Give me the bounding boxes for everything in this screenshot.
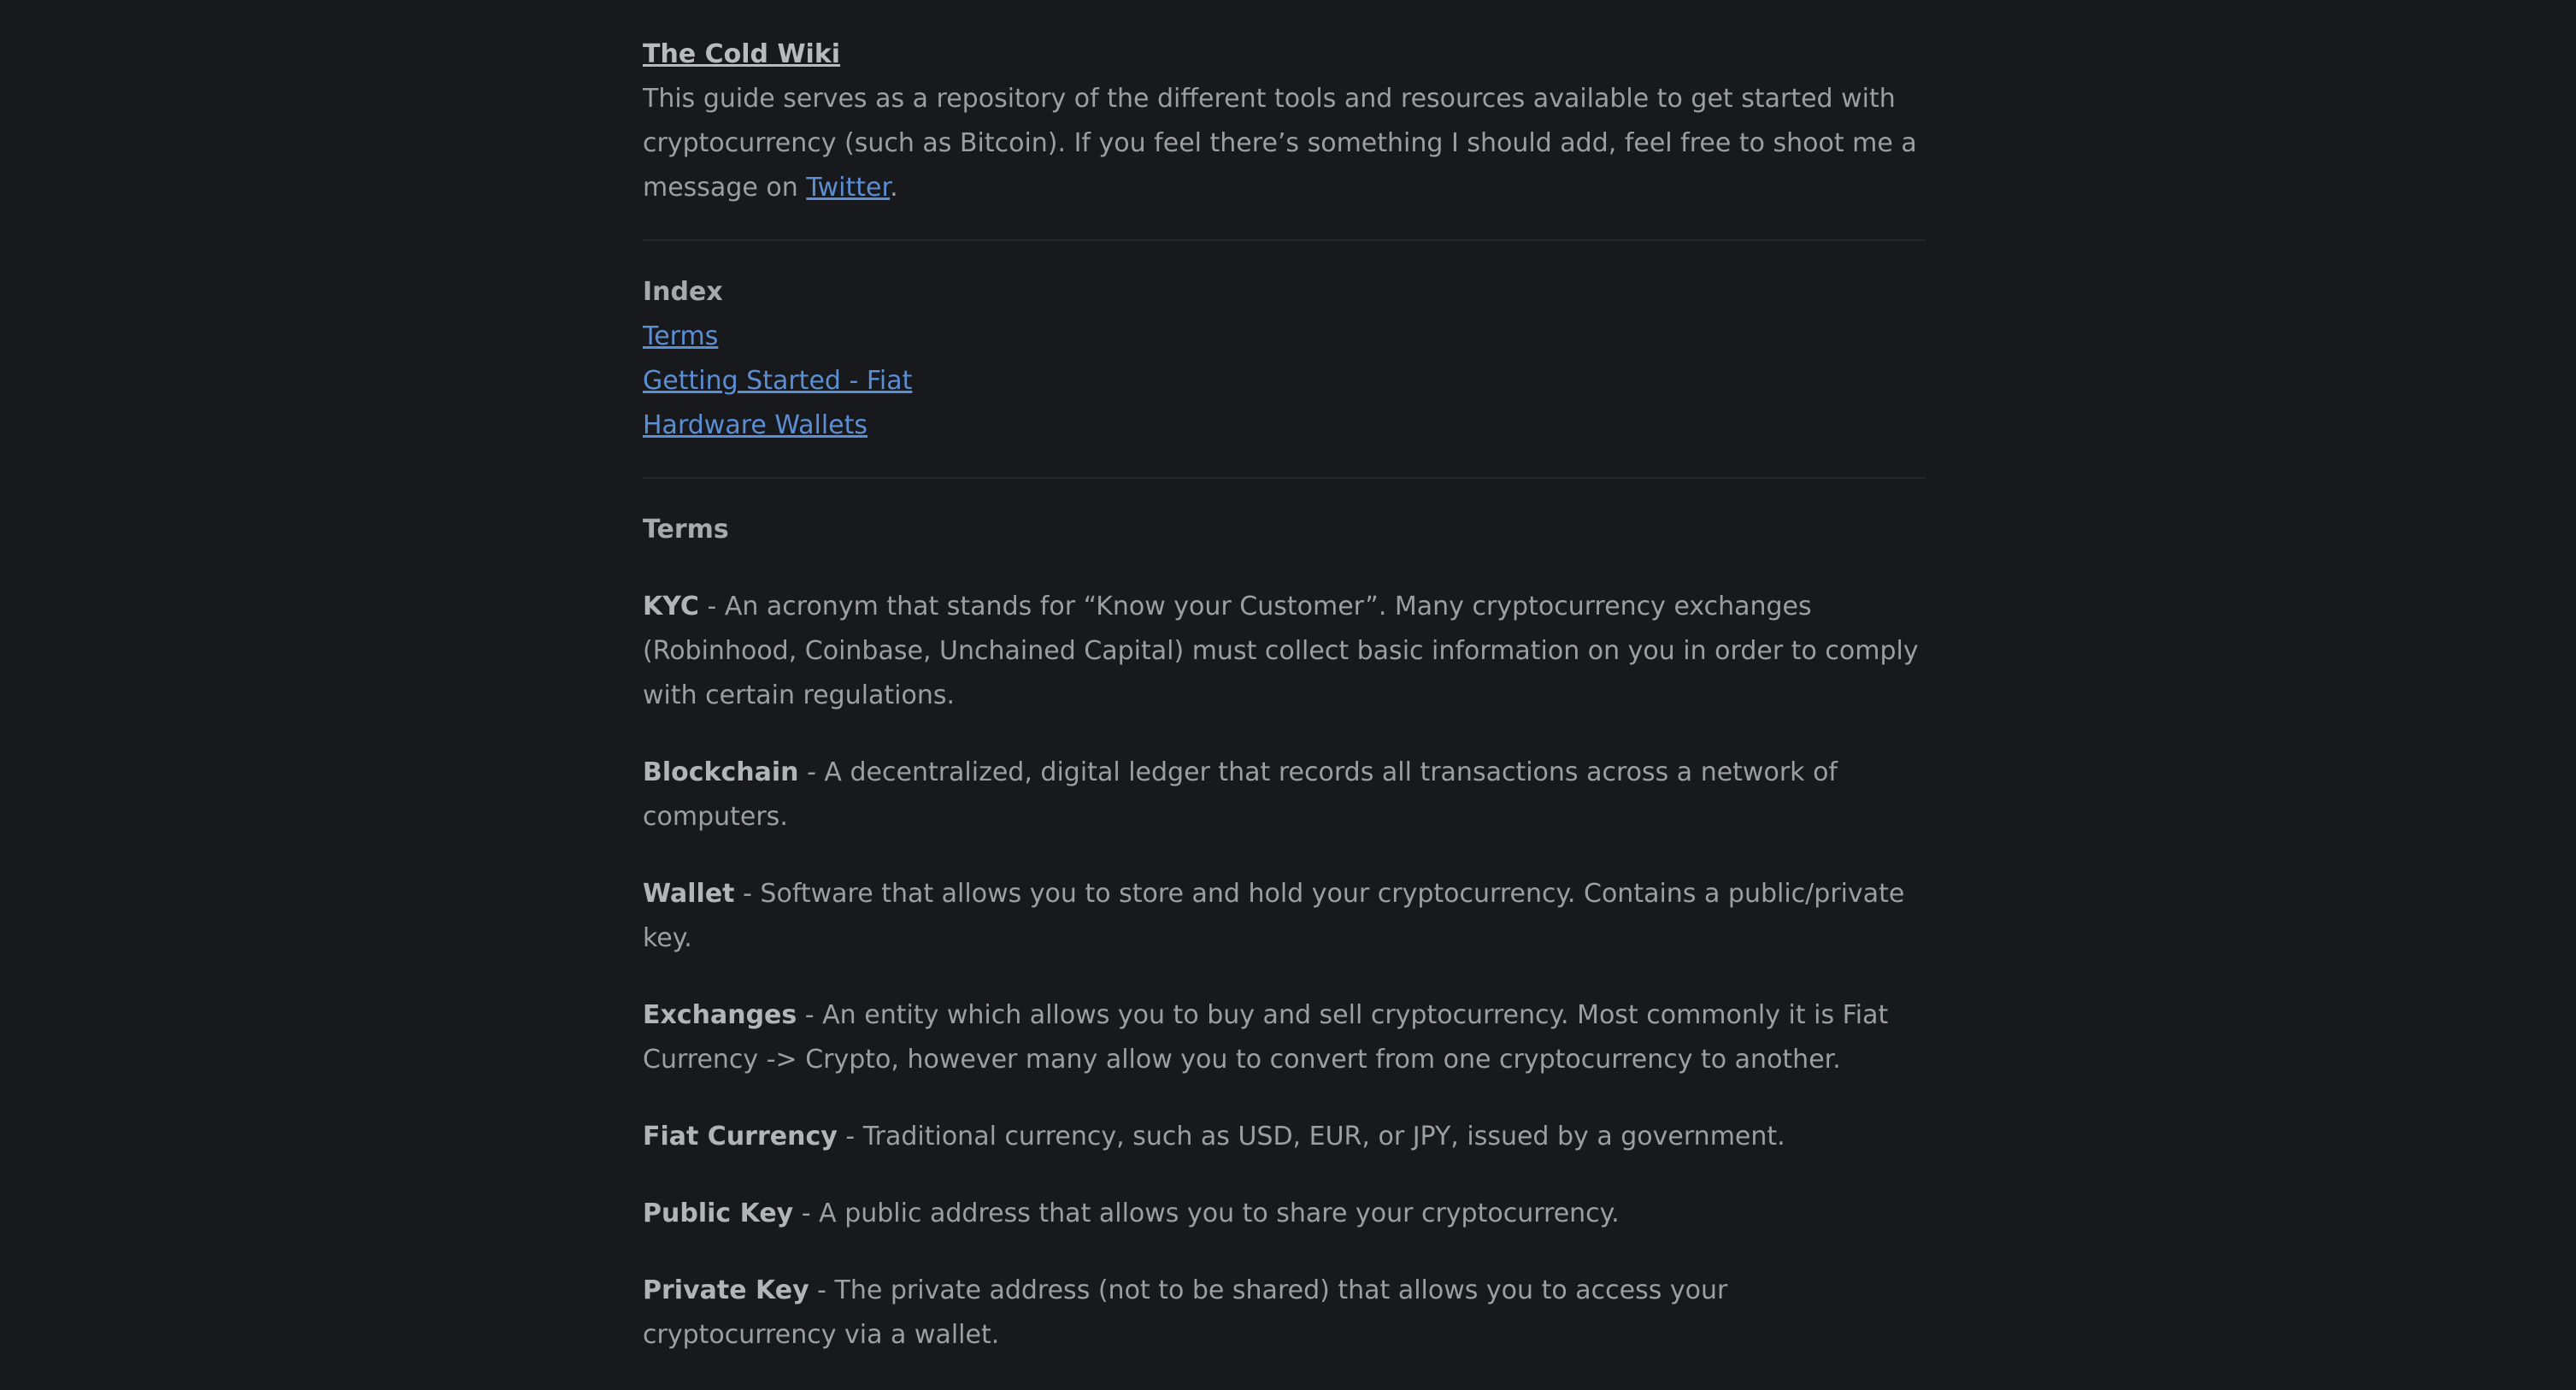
index-link-getting-started-fiat[interactable]: Getting Started - Fiat xyxy=(643,366,913,396)
term-definition: - An acronym that stands for “Know your Customer”. Many cryptocurrency exchanges (Robinhood, Coinbase, Unchained Capital) must collect basic information on you in order to comply with certain regulations. xyxy=(643,592,1919,710)
term-label: Public Key xyxy=(643,1199,794,1228)
term-fiat-currency xyxy=(643,1115,1925,1159)
term-definition: - Traditional currency, such as USD, EUR, or JPY, issued by a government. xyxy=(837,1122,1785,1151)
term-definition: - A public address that allows you to share your cryptocurrency. xyxy=(793,1199,1620,1228)
terms-heading: Terms xyxy=(643,515,729,545)
term-kyc xyxy=(643,585,1925,718)
term-definition: - Software that allows you to store and hold your cryptocurrency. Contains a public/private key. xyxy=(643,879,1905,953)
term-label: Private Key xyxy=(643,1275,809,1305)
divider xyxy=(643,239,1926,241)
intro-paragraph xyxy=(643,77,1925,210)
intro-text-end: . xyxy=(890,173,898,203)
index-link-hardware-wallets[interactable]: Hardware Wallets xyxy=(643,410,868,440)
page-title: The Cold Wiki xyxy=(643,39,841,69)
index-link-terms[interactable]: Terms xyxy=(643,321,719,351)
twitter-link[interactable]: Twitter xyxy=(806,173,891,203)
index-section xyxy=(643,270,1925,448)
terms-section xyxy=(643,508,1925,1358)
term-label: Blockchain xyxy=(643,757,799,787)
index-heading: Index xyxy=(643,277,723,307)
document-page xyxy=(643,32,1925,1390)
term-definition: - The private address (not to be shared) that allows you to access your cryptocurrency via a wallet. xyxy=(643,1275,1728,1350)
term-blockchain xyxy=(643,751,1925,839)
term-label: Fiat Currency xyxy=(643,1122,838,1151)
term-wallet xyxy=(643,872,1925,961)
intro-text: This guide serves as a repository of the different tools and resources available to get started with cryptocurrency (such as Bitcoin). If you feel there’s something I should add, feel free to shoot me a message on xyxy=(643,84,1917,203)
term-definition: - An entity which allows you to buy and sell cryptocurrency. Most commonly it is Fiat Currency -> Crypto, however many allow you to convert from one cryptocurrency to another. xyxy=(643,1000,1889,1075)
term-public-key xyxy=(643,1192,1925,1236)
term-definition: - A decentralized, digital ledger that records all transactions across a network of computers. xyxy=(643,757,1838,832)
term-label: Wallet xyxy=(643,879,735,909)
term-label: Exchanges xyxy=(643,1000,797,1030)
divider xyxy=(643,477,1926,479)
term-label: KYC xyxy=(643,592,699,621)
term-exchanges xyxy=(643,993,1925,1082)
term-private-key xyxy=(643,1269,1925,1358)
